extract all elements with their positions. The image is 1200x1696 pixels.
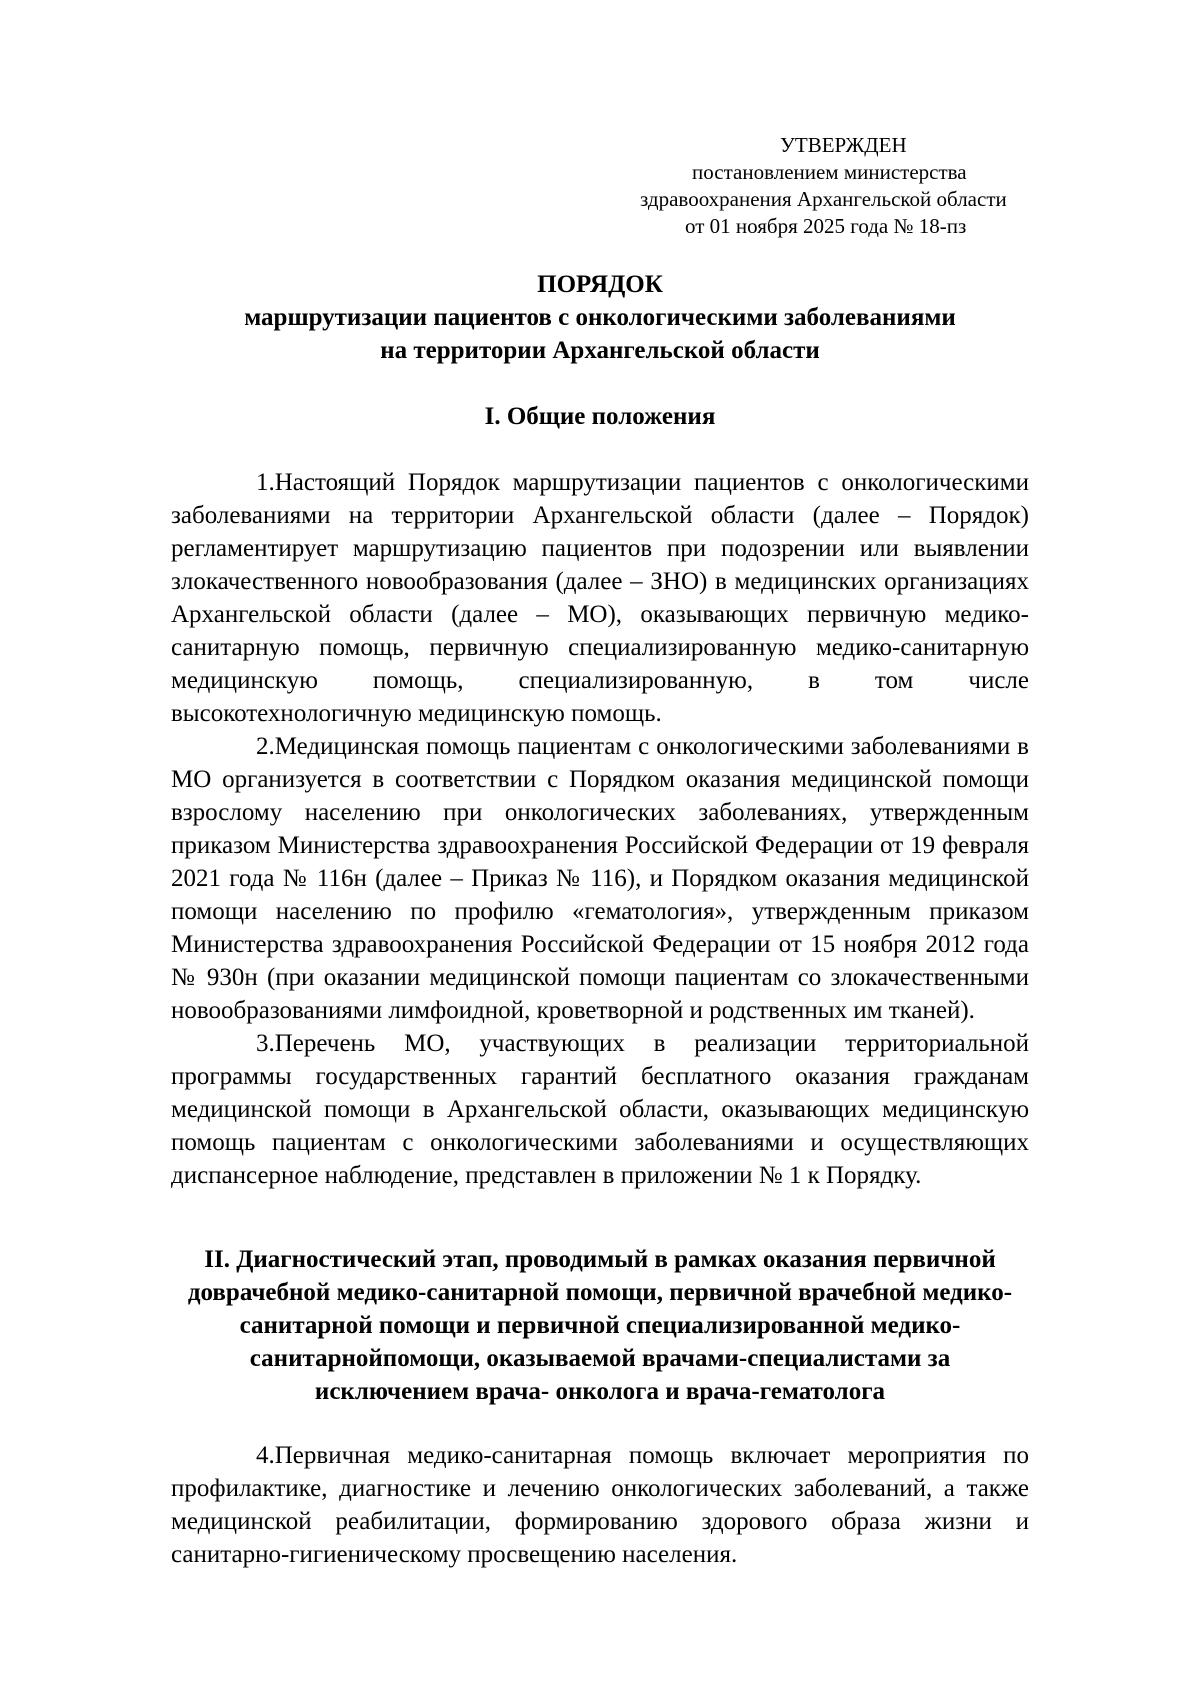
section-heading: I. Общие положения	[484, 403, 716, 430]
section-heading-line: доврачебной медико-санитарной помощи, первичной врачебной медико-	[187, 1279, 1013, 1306]
approval-line: здравоохранения Архангельской области	[640, 187, 1007, 211]
approval-stamp	[640, 132, 1100, 240]
section-body	[171, 1439, 1029, 1571]
section-heading	[170, 1243, 1030, 1408]
approval-title: УТВЕРЖДЕН	[780, 133, 907, 157]
section-body	[171, 466, 1029, 1192]
document-title-main: ПОРЯДОК	[537, 271, 663, 298]
approval-line: постановлением министерства	[692, 160, 967, 184]
section-heading-line: санитарнойпомощи, оказываемой врачами-специалистами за	[249, 1345, 951, 1372]
document-title	[170, 268, 1030, 367]
approval-line: от 01 ноября 2025 года № 18-пз	[685, 214, 967, 238]
section-heading-line: II. Диагностический этап, проводимый в рамках оказания первичной	[204, 1246, 996, 1273]
document-title-line: на территории Архангельской области	[380, 337, 820, 364]
paragraph: 3.Перечень МО, участвующих в реализации территориальной программы государственных гарантий бесплатного оказания гражданам медицинской помощи в Архангельской области, оказывающих медицинскую помощь пациентам с онкологическими заболеваниями и осуществляющих диспансерное наблюдение, представлен в приложении № 1 к Порядку.	[171, 1030, 1029, 1189]
paragraph: 4.Первичная медико-санитарная помощь включает мероприятия по профилактике, диагностике и лечению онкологических заболеваний, а также медицинской реабилитации, формированию здорового образа жизни и санитарно-гигиеническому просвещению населения.	[171, 1442, 1029, 1568]
paragraph: 1.Настоящий Порядок маршрутизации пациентов с онкологическими заболеваниями на территории Архангельской области (далее – Порядок) регламентирует маршрутизацию пациентов при подозрении или выявлении злокачественного новообразования (далее – ЗНО) в медицинских организациях Архангельской области (далее – МО), оказывающих первичную медико-санитарную помощь, первичную специализированную медико-санитарную медицинскую помощь, специализированную, в том числе высокотехнологичную медицинскую помощь.	[171, 469, 1029, 727]
paragraph: 2.Медицинская помощь пациентам с онкологическими заболеваниями в МО организуется в соответствии с Порядком оказания медицинской помощи взрослому населению при онкологических заболеваниях, утвержденным приказом Министерства здравоохранения Российской Федерации от 19 февраля 2021 года № 116н (далее – Приказ № 116), и Порядком оказания медицинской помощи населению по профилю «гематология», утвержденным приказом Министерства здравоохранения Российской Федерации от 15 ноября 2012 года № 930н (при оказании медицинской помощи пациентам со злокачественными новообразованиями лимфоидной, кроветворной и родственных им тканей).	[171, 733, 1029, 1024]
section-heading-line: санитарной помощи и первичной специализированной медико-	[239, 1312, 961, 1339]
document-title-line: маршрутизации пациентов с онкологическими заболеваниями	[244, 304, 956, 331]
section-heading-line: исключением врача- онколога и врача-гематолога	[314, 1378, 886, 1405]
